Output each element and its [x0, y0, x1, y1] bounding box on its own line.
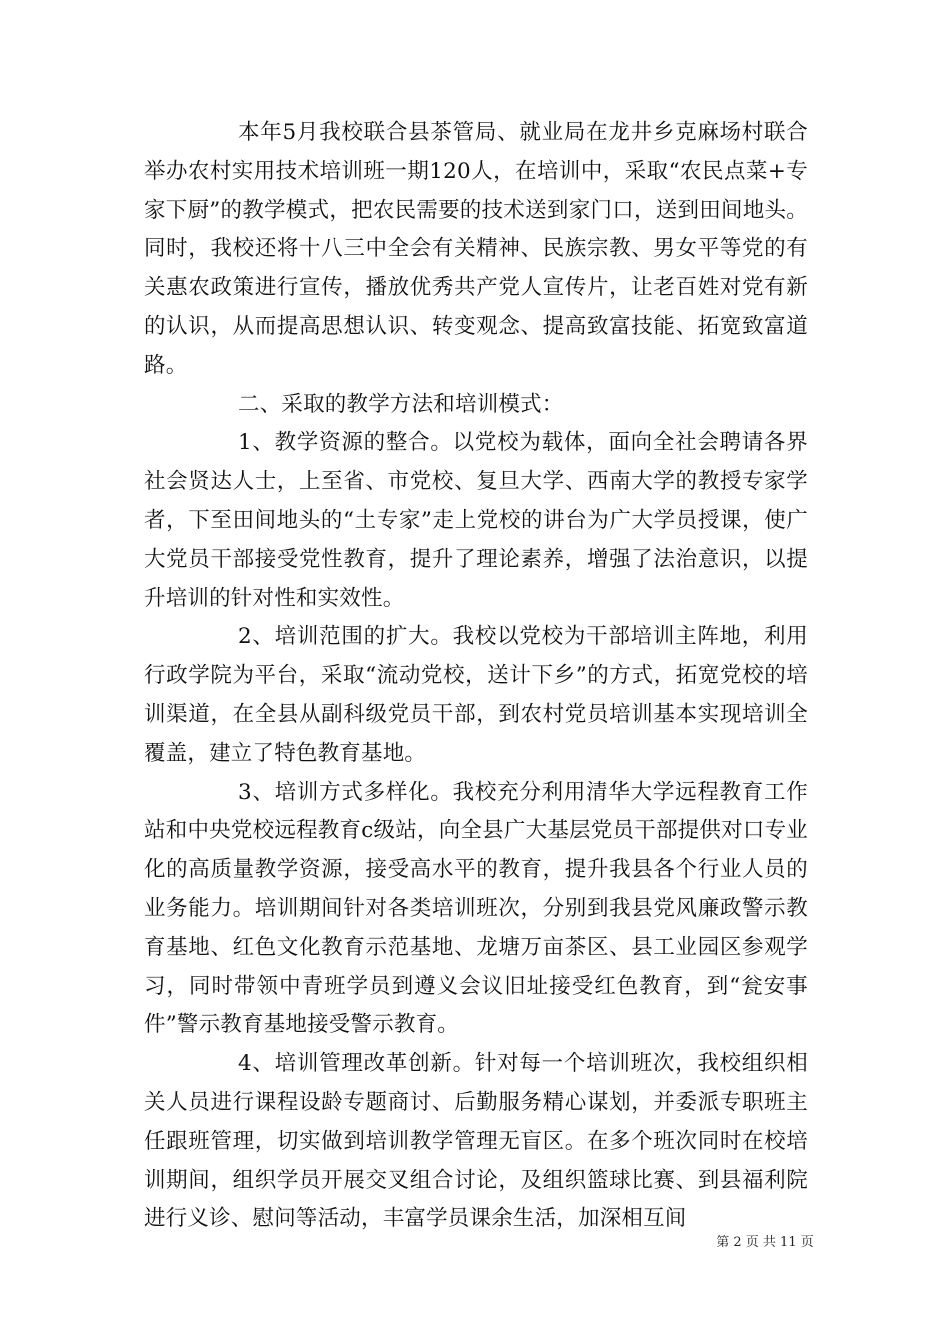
paragraph-item-4: 4、培训管理改革创新。针对每一个培训班次，我校组织相关人员进行课程设龄专题商讨、后勤服务精心谋划，并委派专职班主任跟班管理，切实做到培训教学管理无盲区。在多个班次同时在校培训期间，组织学员开展交叉组合讨论，及组织篮球比赛、到县福利院进行义诊、慰问等活动，丰富学员课余生活，加深相互间: [144, 1051, 808, 1232]
paragraph-intro: 本年5月我校联合县茶管局、就业局在龙井乡克麻场村联合举办农村实用技术培训班一期120人，在培训中，采取“农民点菜+专家下厨”的教学模式，把农民需要的技术送到家门口，送到田间地头。同时，我校还将十八三中全会有关精神、民族宗教、男女平等党的有关惠农政策进行宣传，播放优秀共产党人宣传片，让老百姓对党有新的认识，从而提高思想认识、转变观念、提高致富技能、拓宽致富道路。: [144, 120, 808, 378]
paragraph-item-3: 3、培训方式多样化。我校充分利用清华大学远程教育工作站和中央党校远程教育c级站，向全县广大基层党员干部提供对口专业化的高质量教学资源，接受高水平的教育，提升我县各个行业人员的业务能力。培训期间针对各类培训班次，分别到我县党风廉政警示教育基地、红色文化教育示范基地、龙塘万亩茶区、县工业园区参观学习，同时带领中青班学员到遵义会议旧址接受红色教育，到“瓮安事件”警示教育基地接受警示教育。: [144, 779, 808, 1038]
page-number: 第 2 页 共 11 页: [716, 1235, 814, 1250]
page-footer: [0, 1235, 950, 1251]
section-heading: 二、采取的教学方法和培训模式：: [238, 391, 564, 417]
paragraph-item-2: 2、培训范围的扩大。我校以党校为干部培训主阵地，利用行政学院为平台，采取“流动党校，送计下乡”的方式，拓宽党校的培训渠道，在全县从副科级党员干部，到农村党员培训基本实现培训全覆盖，建立了特色教育基地。: [144, 624, 808, 766]
paragraph-item-1: 1、教学资源的整合。以党校为载体，面向全社会聘请各界社会贤达人士，上至省、市党校、复旦大学、西南大学的教授专家学者，下至田间地头的“土专家”走上党校的讲台为广大学员授课，使广大党员干部接受党性教育，提升了理论素养，增强了法治意识，以提升培训的针对性和实效性。: [144, 430, 808, 611]
body-text: [144, 114, 808, 1239]
